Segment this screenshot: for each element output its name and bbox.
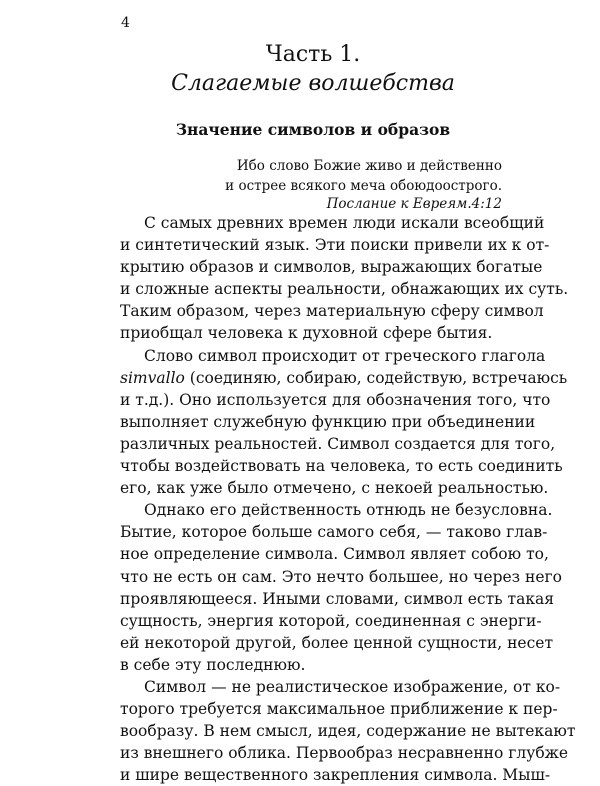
body-text <box>120 212 576 786</box>
epigraph-line: Ибо слово Божие живо и действенно <box>236 158 502 174</box>
text-line: крытию образов и символов, выражающих богатые <box>120 258 543 277</box>
text-line: и шире вещественного закрепления символа. Мыш- <box>120 766 551 785</box>
text-line-with-term <box>120 367 568 389</box>
part-title: Часть 1. <box>265 42 361 67</box>
text-line: и сложные аспекты реальности, обнажающих их суть. <box>120 280 569 299</box>
text-line: выполняет служебную функцию при объединении <box>120 412 536 431</box>
text-fragment: (соединяю, собираю, содействую, встречаюсь <box>189 368 568 387</box>
part-subtitle: Слагаемые волшебства <box>171 71 455 96</box>
text-line: Бытие, которое больше самого себя, — таково глав- <box>120 523 548 542</box>
epigraph-source: Послание к Евреям.4:12 <box>326 196 502 212</box>
text-line: проявляющееся. Иными словами, символ есть такая <box>120 589 555 608</box>
text-line: и синтетический язык. Эти поиски привели их к от- <box>120 236 550 255</box>
section-title: Значение символов и образов <box>175 120 451 139</box>
epigraph-line: и острее всякого меча обоюдоострого. <box>225 178 502 194</box>
text-line: Символ — не реалистическое изображение, от ко- <box>144 677 561 696</box>
greek-term: simvallo <box>120 368 185 387</box>
text-line: вообразу. В нем смысл, идея, содержание не вытекают <box>120 722 576 741</box>
text-line: С самых древних времен люди искали всеобщий <box>144 214 545 232</box>
text-line: Слово символ происходит от греческого глагола <box>144 346 546 365</box>
text-line: приобщал человека к духовной сфере бытия. <box>120 324 493 343</box>
text-line: ей некоторой другой, более ценной сущности, несет <box>120 633 554 652</box>
text-line: Однако его действенность отнюдь не безусловна. <box>144 501 553 520</box>
text-line: чтобы воздействовать на человека, то есть соединить <box>120 457 563 476</box>
text-line: сущность, энергия которой, соединенная с энерги- <box>120 611 542 630</box>
text-line: из внешнего облика. Первообраз несравненно глубже <box>120 744 569 763</box>
text-line: в себе эту последнюю. <box>120 655 306 674</box>
text-line: ное определение символа. Символ являет собою то, <box>120 545 549 564</box>
page-number: 4 <box>121 15 130 31</box>
text-line: что не есть он сам. Это нечто большее, но через него <box>120 567 563 586</box>
text-line: торого требуется максимальное приближение к пер- <box>120 700 558 719</box>
text-line: различных реальностей. Символ создается для того, <box>120 434 556 453</box>
text-line: Таким образом, через материальную сферу символ <box>120 302 544 321</box>
text-line: его, как уже было отмечено, с некоей реальностью. <box>120 479 549 498</box>
text-line: и т.д.). Оно используется для обозначения того, что <box>120 390 551 409</box>
